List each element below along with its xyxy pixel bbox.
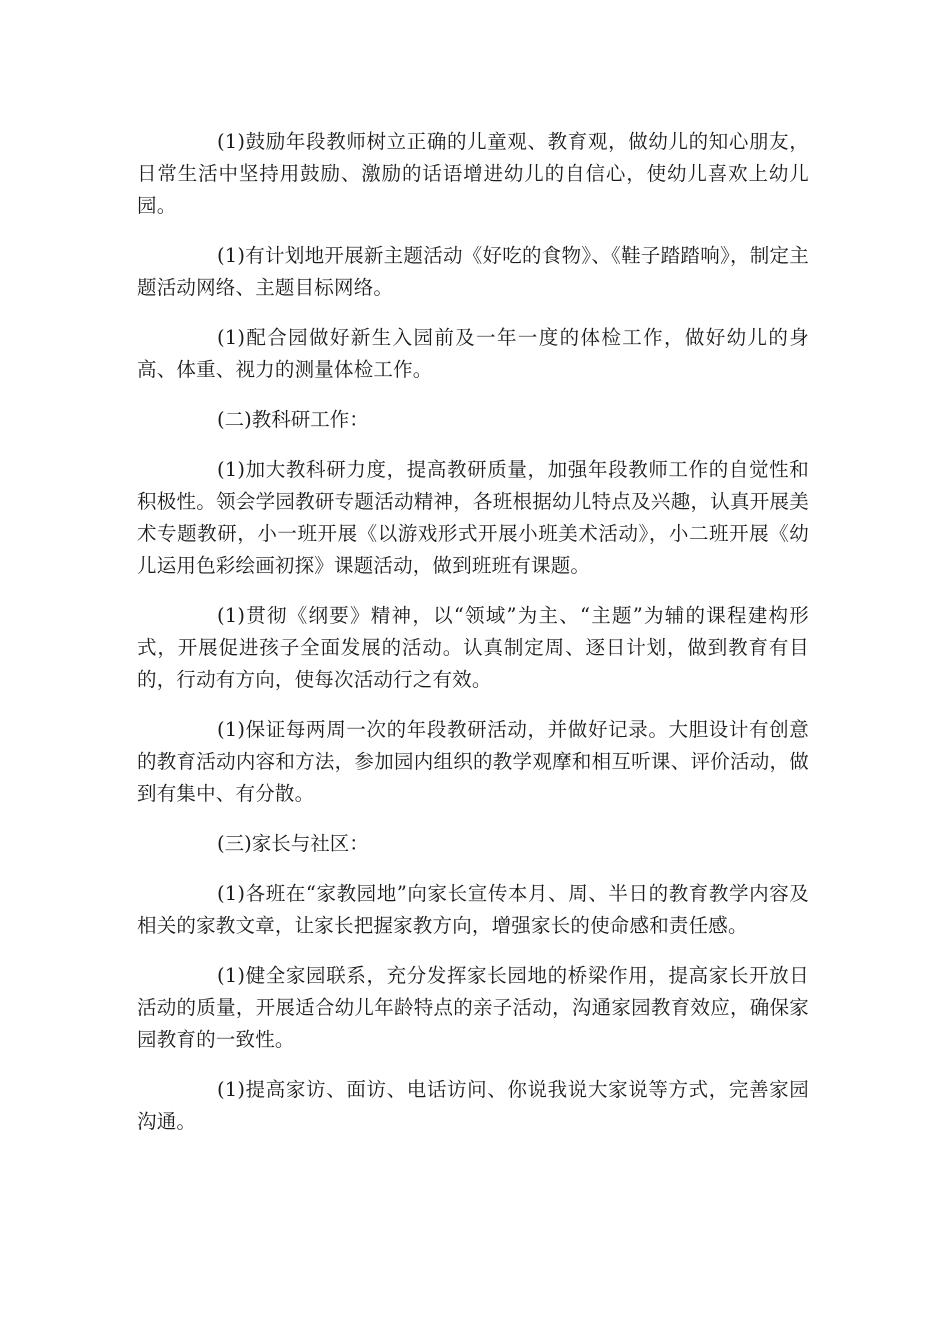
- paragraph-health-check: (1)配合园做好新生入园前及一年一度的体检工作，做好幼儿的身高、体重、视力的测量体检工作。: [137, 326, 809, 381]
- paragraph-research-strength: (1)加大教科研力度，提高教研质量，加强年段教师工作的自觉性和积极性。领会学园教研专题活动精神，各班根据幼儿特点及兴趣，认真开展美术专题教研，小一班开展《以游戏形式开展小班美术活动》，小二班开展《幼儿运用色彩绘画初探》课题活动，做到班班有课题。: [137, 458, 809, 577]
- paragraph-parent-board: (1)各班在“家教园地”向家长宣传本月、周、半日的教育教学内容及相关的家教文章，让家长把握家教方向，增强家长的使命感和责任感。: [137, 882, 809, 937]
- paragraph-home-visits: (1)提高家访、面访、电话访问、你说我说大家说等方式，完善家园沟通。: [137, 1078, 809, 1133]
- paragraph-home-school-contact: (1)健全家园联系，充分发挥家长园地的桥梁作用，提高家长开放日活动的质量，开展适合幼儿年龄特点的亲子活动，沟通家园教育效应，确保家园教育的一致性。: [137, 964, 809, 1051]
- paragraph-curriculum: (1)贯彻《纲要》精神，以“领域”为主、“主题”为辅的课程建构形式，开展促进孩子全面发展的活动。认真制定周、逐日计划，做到教育有目的，行动有方向，使每次活动行之有效。: [137, 604, 809, 691]
- document-page: [137, 126, 809, 1156]
- section-heading-research: (二)教科研工作：: [217, 408, 369, 431]
- paragraph-encourage-teachers: (1)鼓励年段教师树立正确的儿童观、教育观，做幼儿的知心朋友，日常生活中坚持用鼓励、激励的话语增进幼儿的自信心，使幼儿喜欢上幼儿园。: [137, 130, 809, 217]
- section-heading-parents: (三)家长与社区：: [217, 832, 369, 855]
- paragraph-theme-activities: (1)有计划地开展新主题活动《好吃的食物》、《鞋子踏踏响》，制定主题活动网络、主题目标网络。: [137, 244, 809, 299]
- paragraph-biweekly-research: (1)保证每两周一次的年段教研活动，并做好记录。大胆设计有创意的教育活动内容和方法，参加园内组织的教学观摩和相互听课、评价活动，做到有集中、有分散。: [137, 718, 809, 805]
